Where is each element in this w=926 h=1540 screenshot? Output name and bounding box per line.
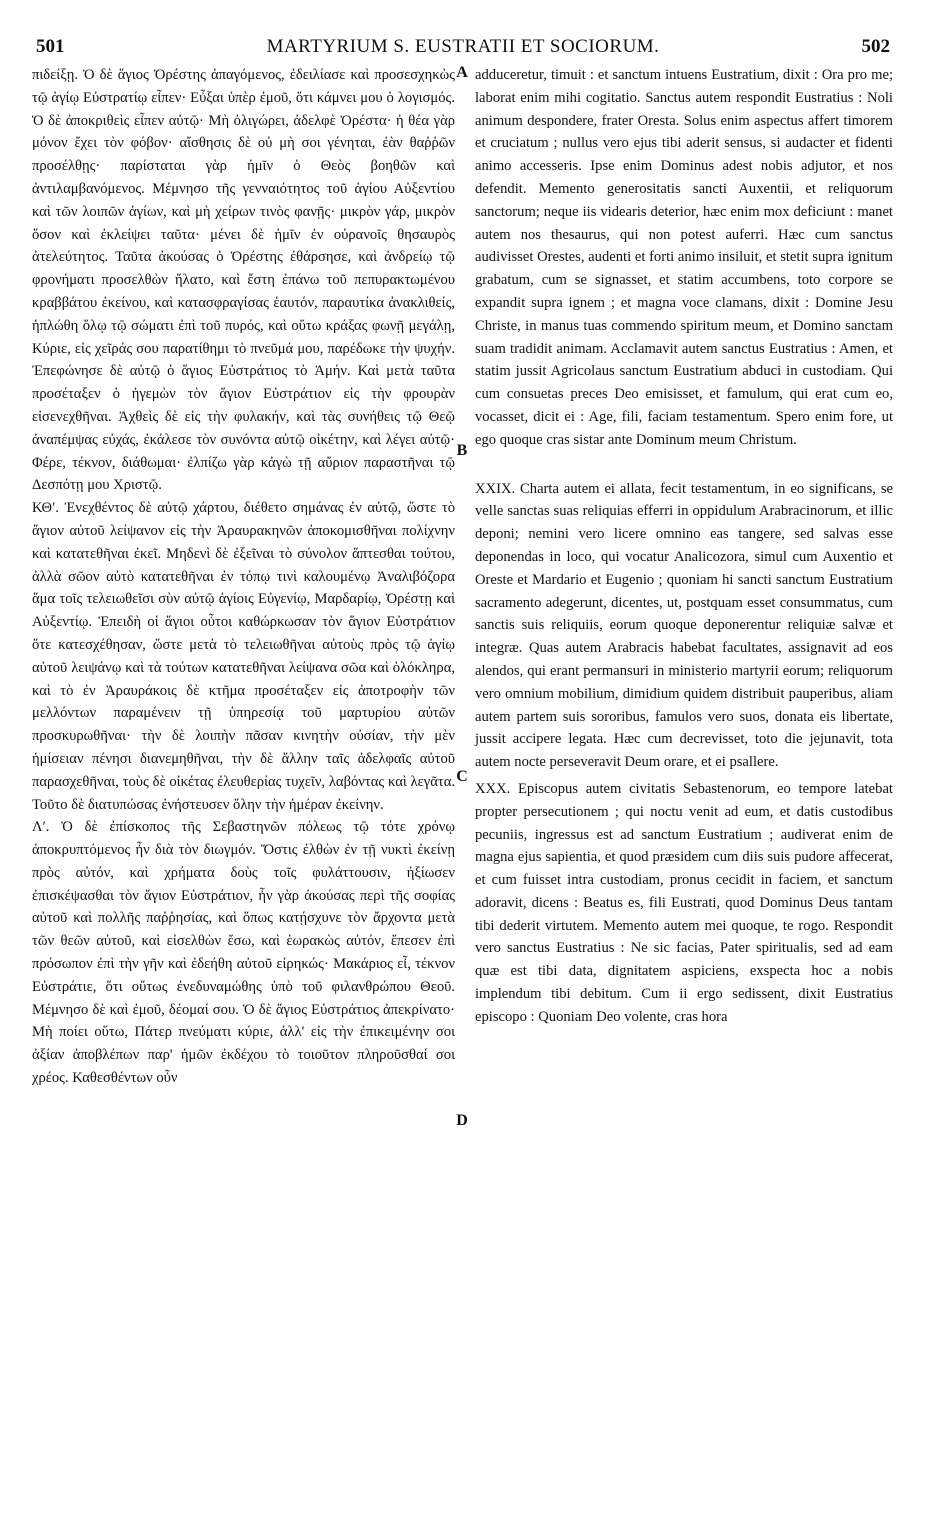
latin-paragraph: XXIX. Charta autem ei allata, fecit testamentum, in eo significans, se velle sanctas suas reliquias efferri in oppidulum Arabracinorum, et illic deponi; nemini vero licere omnino eas tangere, sed salvas esse deponendas in loco, qui vocatur Analicozora, simul cum Auxentio et Oreste et Mardario et Eugenio ; quoniam hi sancti sanctum Eustratium sacramento adegerunt, dicentes, ut, postquam esset consummatus, cum sanctis suis reliquiis, eorum quoque deponerentur reliquiæ salvæ et integræ. Quas autem Arabracis habebat facultates, assignavit ad eos alendos, qui erant permansuri in ministerio martyrii eorum; reliquorum vero omnium mobilium, dimidium quidem distribuit pauperibus, aliam autem partem suis sororibus, famulos vero suos, donata eis libertate, jussit accipere legata. Hæc cum decrevisset, toto die jejunavit, tota autem nocte perseveravit Deum orare, et ei psallere. (475, 480, 893, 771)
section-marker-b: B (456, 442, 468, 459)
section-marker-c: C (456, 768, 468, 785)
left-page-number: 501 (36, 36, 65, 57)
running-header (36, 36, 890, 62)
right-page-number: 502 (861, 36, 890, 57)
greek-paragraph: ΚΘʹ. Ἐνεχθέντος δὲ αὐτῷ χάρτου, διέθετο σημάνας ἐν αὐτῷ, ὥστε τὸ ἅγιον αὐτοῦ λείψανον εἰς τὴν Ἀραυρακηνῶν ἀποκομισθῆναι πολίχνην καὶ κατατεθῆναι ἐκεῖ. Μηδενὶ δὲ ἐξεῖναι τὸ σύνολον ἅπτεσθαι τούτου, ἀλλὰ σῶον αὐτὸ κατατεθῆναι ἐν τόπῳ τινὶ καλουμένῳ Ἀναλιβόζορα ἅμα τοῖς τελειωθεῖσι σὺν αὐτῷ ἁγίοις Εὐγενίῳ, Μαρδαρίῳ, Ὀρέστῃ καὶ Αὐξεντίῳ. Ἐπειδὴ οἱ ἅγιοι οὗτοι καθώρκωσαν τὸν ἅγιον Εὐστράτιον ὅτε κατεσχέθησαν, ὥστε μετὰ τὸ τελειωθῆναι αὐτοὺς πρὸς τῷ ἁγίῳ αὐτοῦ λειψάνῳ καὶ τὰ τούτων κατατεθῆναι λείψανα σῶα καὶ ὁλόκληρα, καὶ τὸ ἐν Ἀραυράκοις δὲ κτῆμα προσέταξεν εἰς ἀποτροφὴν τῶν μελλόντων παραμένειν τῇ ὑπηρεσίᾳ τοῦ μαρτυρίου αὐτῶν προσκυρωθῆναι· τὴν δὲ λοιπὴν πᾶσαν κινητὴν οὐσίαν, τὴν μὲν ἡμίσειαν πένησι διανεμηθῆναι, τὴν δὲ ἄλλην ταῖς ἀδελφαῖς αὐτοῦ παρασχεθῆναι, τοὺς δὲ οἰκέτας ἐλευθερίας τυχεῖν, λαβόντας καὶ λεγᾶτα. Τοῦτο δὲ διατυπώσας ἐνήστευσεν ὅλην τὴν ἡμέραν ἐκείνην. (32, 500, 455, 813)
running-title: MARTYRIUM S. EUSTRATII ET SOCIORUM. (266, 36, 660, 57)
greek-paragraph: πιδείξῃ. Ὁ δὲ ἅγιος Ὀρέστης ἀπαγόμενος, ἐδειλίασε καὶ προσεσχηκὼς τῷ ἁγίῳ Εὐστρατίῳ εἶπεν· Εὖξαι ὑπὲρ ἐμοῦ, ὅτι κάμνει μου ὁ λογισμός. Ὁ δὲ ἀποκριθεὶς εἶπεν αὐτῷ· Μὴ ὀλιγώρει, ἀδελφὲ Ὀρέστα· ἡ θέα γὰρ μόνον ἔχει τὸν φόβον· αἴσθησις δὲ οὐ μὴ σοι γένηται, ἐὰν θαῤῥῶν προσέλθῃς· παρίσταται γὰρ ἡμῖν ὁ Θεὸς βοηθῶν καὶ ἀντιλαμβανόμενος. Μέμνησο τῆς γενναιότητος τοῦ ἁγίου Αὐξεντίου καὶ τῶν λοιπῶν ἁγίων, καὶ μὴ χείρων τινὸς φανῇς· μικρὸν γάρ, μικρὸν ὅσον καὶ ἐκλείψει ταῦτα· μένει δὲ ἡμῖν ἐν οὐρανοῖς θησαυρὸς ἀτελεύτητος. Ταῦτα ἀκούσας ὁ Ὀρέστης ἐθάρσησε, καὶ ἀνδρείῳ τῷ φρονήματι προσελθὼν ἥλατο, καὶ ἔστη ἐπάνω τοῦ πεπυρακτωμένου κραββάτου ἐκείνου, καὶ κατασφραγίσας ἑαυτόν, παραυτίκα ἀνακλιθείς, ἡπλώθη ὅλῳ τῷ σώματι ἐπὶ τοῦ πυρός, καὶ οὕτω κράξας φωνῇ μεγάλῃ, Κύριε, εἰς χεῖράς σου παρατίθημι τὸ πνεῦμά μου, παρέδωκε τὴν ψυχήν. Ἐπεφώνησε δὲ αὐτῷ ὁ ἅγιος Εὐστράτιος τὸ Ἀμήν. Καὶ μετὰ ταῦτα προσέταξεν ὁ ἡγεμὼν τὸν ἅγιον Εὐστράτιον εἰς τὴν φρουρὰν εἰσενεχθῆναι. Ἀχθεὶς δὲ εἰς τὴν φυλακήν, καὶ τὰς συνήθεις τῷ Θεῷ ἀναπέμψας εὐχάς, ἐκάλεσε τὸν συνόντα αὐτῷ οἰκέτην, καὶ λέγει αὐτῷ· Φέρε, τέκνον, διάθωμαι· ἐλπίζω γὰρ κἀγὼ τῇ αὔριον παραστῆναι τῷ Δεσπότῃ μου Χριστῷ. (32, 67, 455, 494)
latin-paragraph: adduceretur, timuit : et sanctum intuens Eustratium, dixit : Ora pro me; laborat enim mihi cogitatio. Sanctus autem respondit Eustratius : Noli animum despondere, frater Oresta. Solus enim aspectus affert timorem et cruciatum ; nullus vero ejus tibi aderit sensus, si audacter et fidenti animo accesseris. Ipse enim Dominus adest nobis adjutor, et nos defendit. Memento generositatis sancti Auxentii, et reliquorum sanctorum; neque iis videaris deterior, hæc enim mox deficiunt : manet autem nos thesaurus, qui non potest auferri. Hæc cum sanctus audivisset Orestes, audenti et forti animo insiluit, et stetit supra ignitum grabatum, cum se signasset, et statim accumbens, toto corpore se expandit supra ignem ; et magna voce clamans, dixit : Domine Jesu Christe, in manus tuas commendo spiritum meum, et Domino sanctam suam tradidit animam. Acclamavit autem sanctus Eustratius : Amen, et statim jussit Agricolaus sanctum Eustratium abduci in custodiam. Qui cum consuetas preces Deo emisisset, et famulum, qui erat cum eo, vocasset, dicit ei : Age, fili, faciam testamentum. Spero enim fore, ut ego quoque cras sistar ante Dominum meum Christum. (475, 67, 893, 448)
section-marker-a: A (456, 64, 468, 81)
greek-paragraph: Λʹ. Ὁ δὲ ἐπίσκοπος τῆς Σεβαστηνῶν πόλεως τῷ τότε χρόνῳ ἀποκρυπτόμενος ἦν διὰ τὸν διωγμόν. Ὅστις ἐλθὼν ἐν τῇ νυκτὶ ἐκείνῃ πρὸς αὐτόν, καὶ χρήματα δοὺς τοῖς φυλάττουσιν, ἠξίωσεν ἐπισκέψασθαι τὸν ἅγιον Εὐστράτιον, ἦν γὰρ ἀκούσας περὶ τῆς σοφίας αὐτοῦ καὶ πολλῆς παῤῥησίας, καὶ ὅπως κατῄσχυνε τὸν ἄρχοντα μετὰ τῶν θεῶν αὐτοῦ, καὶ εἰσελθὼν ἔσω, καὶ ἑωρακὼς αὐτόν, ἔπεσεν ἐπὶ πρόσωπον ἐπὶ τὴν γῆν καὶ ἐδεήθη αὐτοῦ εἰρηκώς· Μακάριος εἶ, τέκνον Εὐστράτιε, ὅτι οὕτως ἐνεδυναμώθης ὑπὸ τοῦ φιλανθρώπου Θεοῦ. Μέμνησο δὲ καὶ ἐμοῦ, δέομαί σου. Ὁ δὲ ἅγιος Εὐστράτιος ἀπεκρίνατο· Μὴ ποίει οὕτω, Πάτερ πνεύματι κύριε, ἀλλ' εἰς τὴν ἐπικειμένην σοι ἀξίαν ἀποβλέπων παρ' ἡμῶν ἐκδέχου τὸ τοιοῦτον πληροῦσθαί σοι χρέος. Καθεσθέντων οὖν (32, 819, 455, 1087)
section-marker-d: D (456, 1112, 468, 1129)
latin-column (475, 64, 893, 1029)
greek-column (32, 64, 455, 1090)
latin-paragraph: XXX. Episcopus autem civitatis Sebastenorum, eo tempore latebat propter persecutionem ; qui noctu venit ad eum, et datis custodibus pecuniis, ingressus est ad sanctum Eustratium ; audiverat enim de magna ejus sapientia, et quod præsidem cum diis suis pudore affecerat, et cum fuisset intra custodiam, pronus cecidit in faciem, et sanctum adoravit, dicens : Beatus es, fili Eustrati, quod Dominus Deus tantam tibi dederit virtutem. Memento autem mei quoque, te rogo. Respondit vero sanctus Eustratius : Ne sic facias, Pater spiritualis, sed ad eam quæ est tibi data, dignitatem aspiciens, exspecta hoc a nobis implendum tibi debitum. Cum ii ergo sedissent, dixit Eustratius episcopo : Quoniam Deo volente, cras hora (475, 780, 893, 1025)
